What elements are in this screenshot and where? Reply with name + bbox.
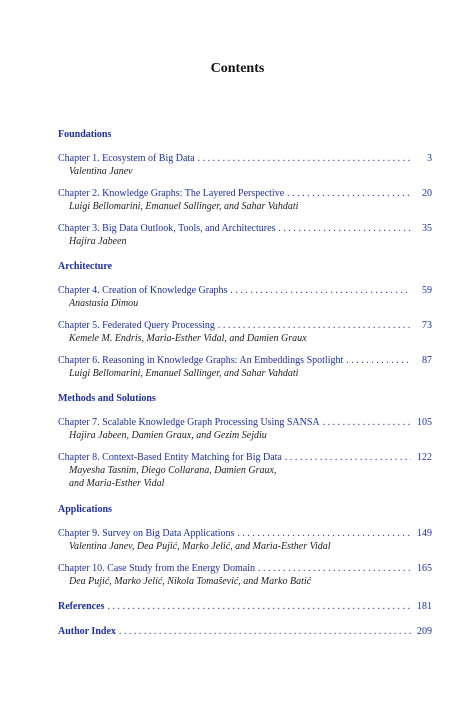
chapter-authors: Mayesha Tasnim, Diego Collarana, Damien Graux,: [69, 465, 277, 476]
dot-leader: [198, 152, 411, 165]
table-of-contents: [58, 128, 432, 638]
toc-entry-references[interactable]: [58, 600, 432, 613]
chapter-title[interactable]: Chapter 10. Case Study from the Energy Domain: [58, 563, 256, 574]
dot-leader: [107, 600, 411, 613]
chapter-authors: Valentina Janev: [69, 166, 133, 177]
chapter-authors: Hajira Jabeen, Damien Graux, and Gezim Sejdiu: [69, 430, 267, 441]
chapter-title[interactable]: Chapter 3. Big Data Outlook, Tools, and Architectures: [58, 223, 276, 234]
toc-entry-chapter-2[interactable]: [58, 187, 432, 213]
chapter-title[interactable]: Chapter 7. Scalable Knowledge Graph Processing Using SANSA: [58, 417, 320, 428]
toc-entry-chapter-10[interactable]: [58, 562, 432, 588]
page-number[interactable]: 105: [417, 417, 432, 428]
section-heading-applications[interactable]: Applications: [58, 504, 112, 515]
page-title: Contents: [210, 61, 265, 76]
toc-entry-chapter-9[interactable]: [58, 527, 432, 553]
toc-entry-chapter-8[interactable]: [58, 451, 432, 490]
chapter-title[interactable]: Chapter 8. Context-Based Entity Matching for Big Data: [58, 452, 282, 463]
page-number[interactable]: 73: [422, 320, 432, 331]
chapter-authors: Hajira Jabeen: [69, 236, 127, 247]
chapter-authors: Luigi Bellomarini, Emanuel Sallinger, and Sahar Vahdati: [69, 368, 299, 379]
chapter-title[interactable]: Chapter 1. Ecosystem of Big Data: [58, 153, 195, 164]
page-number[interactable]: 3: [427, 153, 432, 164]
page-number[interactable]: 59: [422, 285, 432, 296]
chapter-title[interactable]: Chapter 6. Reasoning in Knowledge Graphs: An Embeddings Spotlight: [58, 355, 344, 366]
references-link[interactable]: References: [58, 601, 105, 612]
author-index-link[interactable]: Author Index: [58, 626, 116, 637]
chapter-title[interactable]: Chapter 2. Knowledge Graphs: The Layered Perspective: [58, 188, 285, 199]
page-number[interactable]: 165: [417, 563, 432, 574]
chapter-authors: Valentina Janev, Dea Pujić, Marko Jelić, and Maria-Esther Vidal: [69, 541, 331, 552]
toc-entry-chapter-5[interactable]: [58, 319, 432, 345]
toc-entry-chapter-3[interactable]: [58, 222, 432, 248]
toc-entry-chapter-1[interactable]: [58, 152, 432, 178]
dot-leader: [218, 319, 411, 332]
toc-entry-author-index[interactable]: [58, 625, 432, 638]
page-number[interactable]: 20: [422, 188, 432, 199]
page-number[interactable]: 35: [422, 223, 432, 234]
dot-leader: [285, 451, 411, 464]
toc-entry-chapter-7[interactable]: [58, 416, 432, 442]
section-heading-architecture[interactable]: Architecture: [58, 261, 113, 272]
toc-entry-chapter-6[interactable]: [58, 354, 432, 380]
chapter-title[interactable]: Chapter 4. Creation of Knowledge Graphs: [58, 285, 228, 296]
chapter-title[interactable]: Chapter 5. Federated Query Processing: [58, 320, 215, 331]
chapter-authors: Kemele M. Endris, Maria-Esther Vidal, and Damien Graux: [69, 333, 307, 344]
page-number[interactable]: 122: [417, 452, 432, 463]
dot-leader: [230, 284, 411, 297]
chapter-authors: Anastasia Dimou: [69, 298, 139, 309]
section-heading-methods-and-solutions[interactable]: Methods and Solutions: [58, 393, 156, 404]
section-heading-foundations[interactable]: Foundations: [58, 129, 112, 140]
page-number[interactable]: 87: [422, 355, 432, 366]
chapter-title[interactable]: Chapter 9. Survey on Big Data Applications: [58, 528, 235, 539]
chapter-authors: Dea Pujić, Marko Jelić, Nikola Tomašević, and Marko Batić: [69, 576, 312, 587]
dot-leader: [119, 625, 411, 638]
chapter-authors: and Maria-Esther Vidal: [69, 478, 165, 489]
page-number[interactable]: 209: [417, 626, 432, 637]
chapter-authors: Luigi Bellomarini, Emanuel Sallinger, and Sahar Vahdati: [69, 201, 299, 212]
dot-leader: [323, 416, 411, 429]
page-number[interactable]: 181: [417, 601, 432, 612]
dot-leader: [237, 527, 411, 540]
page-number[interactable]: 149: [417, 528, 432, 539]
dot-leader: [278, 222, 411, 235]
dot-leader: [346, 354, 411, 367]
toc-entry-chapter-4[interactable]: [58, 284, 432, 310]
dot-leader: [258, 562, 411, 575]
dot-leader: [287, 187, 411, 200]
